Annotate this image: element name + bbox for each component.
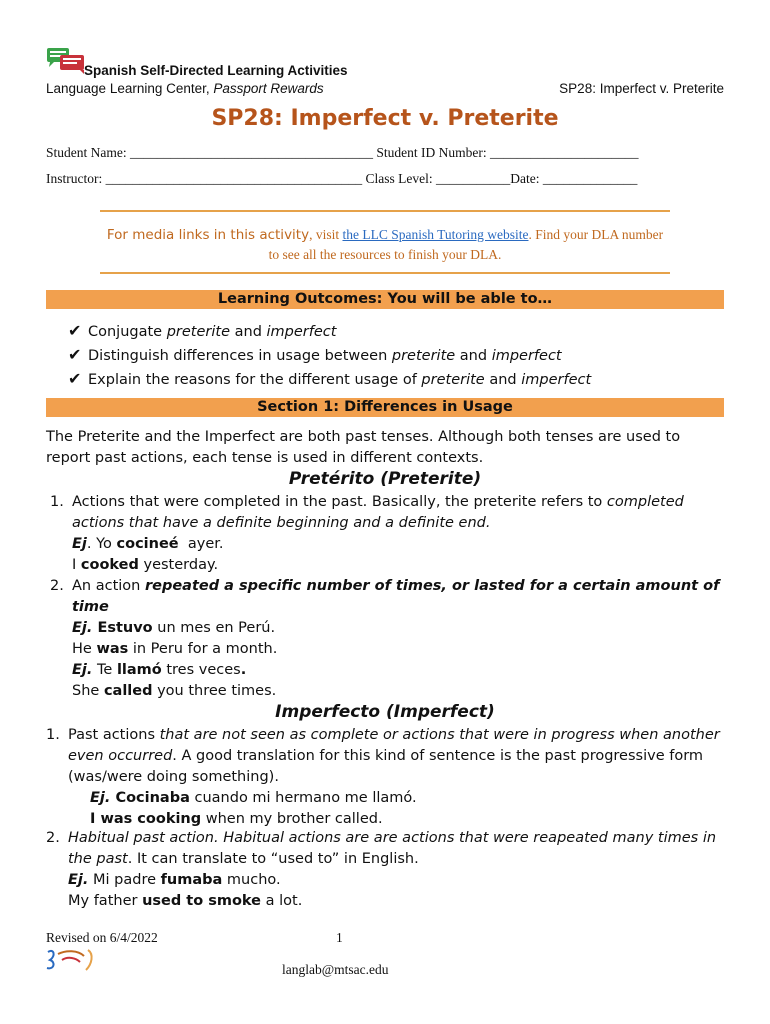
header-subtitle-plain: Language Learning Center, [46,81,214,96]
instructor-line: Instructor: ______________________________________ Class Level: ___________Date: ______________ [46,171,638,186]
checkmark-icon: ✔ [68,321,82,340]
page-number: 1 [336,930,343,945]
checkmark-icon: ✔ [68,345,82,364]
mtsac-logo-icon [44,946,98,976]
media-lead: For media links in this activity [106,227,310,243]
preterite-item-1: 1. Actions that were completed in the past. Basically, the preterite refers to completed actions that have a definite beginning and a definite end. Ej. Yo cocineé ayer. I cooked yesterday. [50,494,684,573]
section1-heading: Section 1: Differences in Usage [46,398,724,417]
outcome-item: ✔ Explain the reasons for the different usage of preterite and imperfect [68,369,592,388]
preterite-item-2: 2. An action repeated a specific number of times, or lasted for a certain amount of time Ej. Estuvo un mes en Perú. He was in Peru for a month. Ej. Te llamó tres veces. She called you three times. [50,578,720,699]
llc-chat-logo-icon [46,47,86,75]
header-subtitle [46,81,324,96]
header-code: SP28: Imperfect v. Preterite [559,81,724,96]
header-subtitle-italic: Passport Rewards [213,81,324,96]
outcome-item: ✔ Conjugate preterite and imperfect [68,321,337,340]
imperfect-heading: Imperfecto (Imperfect) [275,702,495,722]
header-title: Spanish Self-Directed Learning Activities [84,63,348,78]
imperfect-item-1: 1. Past actions that are not seen as complete or actions that were in progress when another even occurred. A good translation for this kind of sentence is the past progressive form (was/were doing something). Ej. Cocinaba cuando mi hermano me llamó. I was cooking when my brother called. [46,727,720,827]
divider-top [100,210,670,212]
revised-date: Revised on 6/4/2022 [46,930,158,945]
preterite-heading: Pretérito (Preterite) [288,469,482,489]
imperfect-item-2: 2. Habitual past action. Habitual actions are are actions that were reapeated many times in the past. It can translate to “used to” in English. Ej. Mi padre fumaba mucho. My father used to smoke a lot. [46,830,717,909]
learning-outcomes-heading: Learning Outcomes: You will be able to… [46,290,724,309]
contact-email: langlab@mtsac.edu [282,962,389,977]
outcome-item: ✔ Distinguish differences in usage between preterite and imperfect [68,345,562,364]
llc-tutoring-link[interactable]: the LLC Spanish Tutoring website [342,227,529,242]
checkmark-icon: ✔ [68,369,82,388]
student-name-line: Student Name: ____________________________________ Student ID Number: ______________________ [46,145,639,160]
media-notice [100,225,670,265]
page-title: SP28: Imperfect v. Preterite [211,106,559,131]
section1-intro: The Preterite and the Imperfect are both past tenses. Although both tenses are used to report past actions, each tense is used in different contexts. [46,429,681,466]
media-rest: . Find your DLA number to see all the resources to finish your DLA. [268,227,664,262]
media-visit: , visit [309,227,343,242]
divider-bottom [100,272,670,274]
